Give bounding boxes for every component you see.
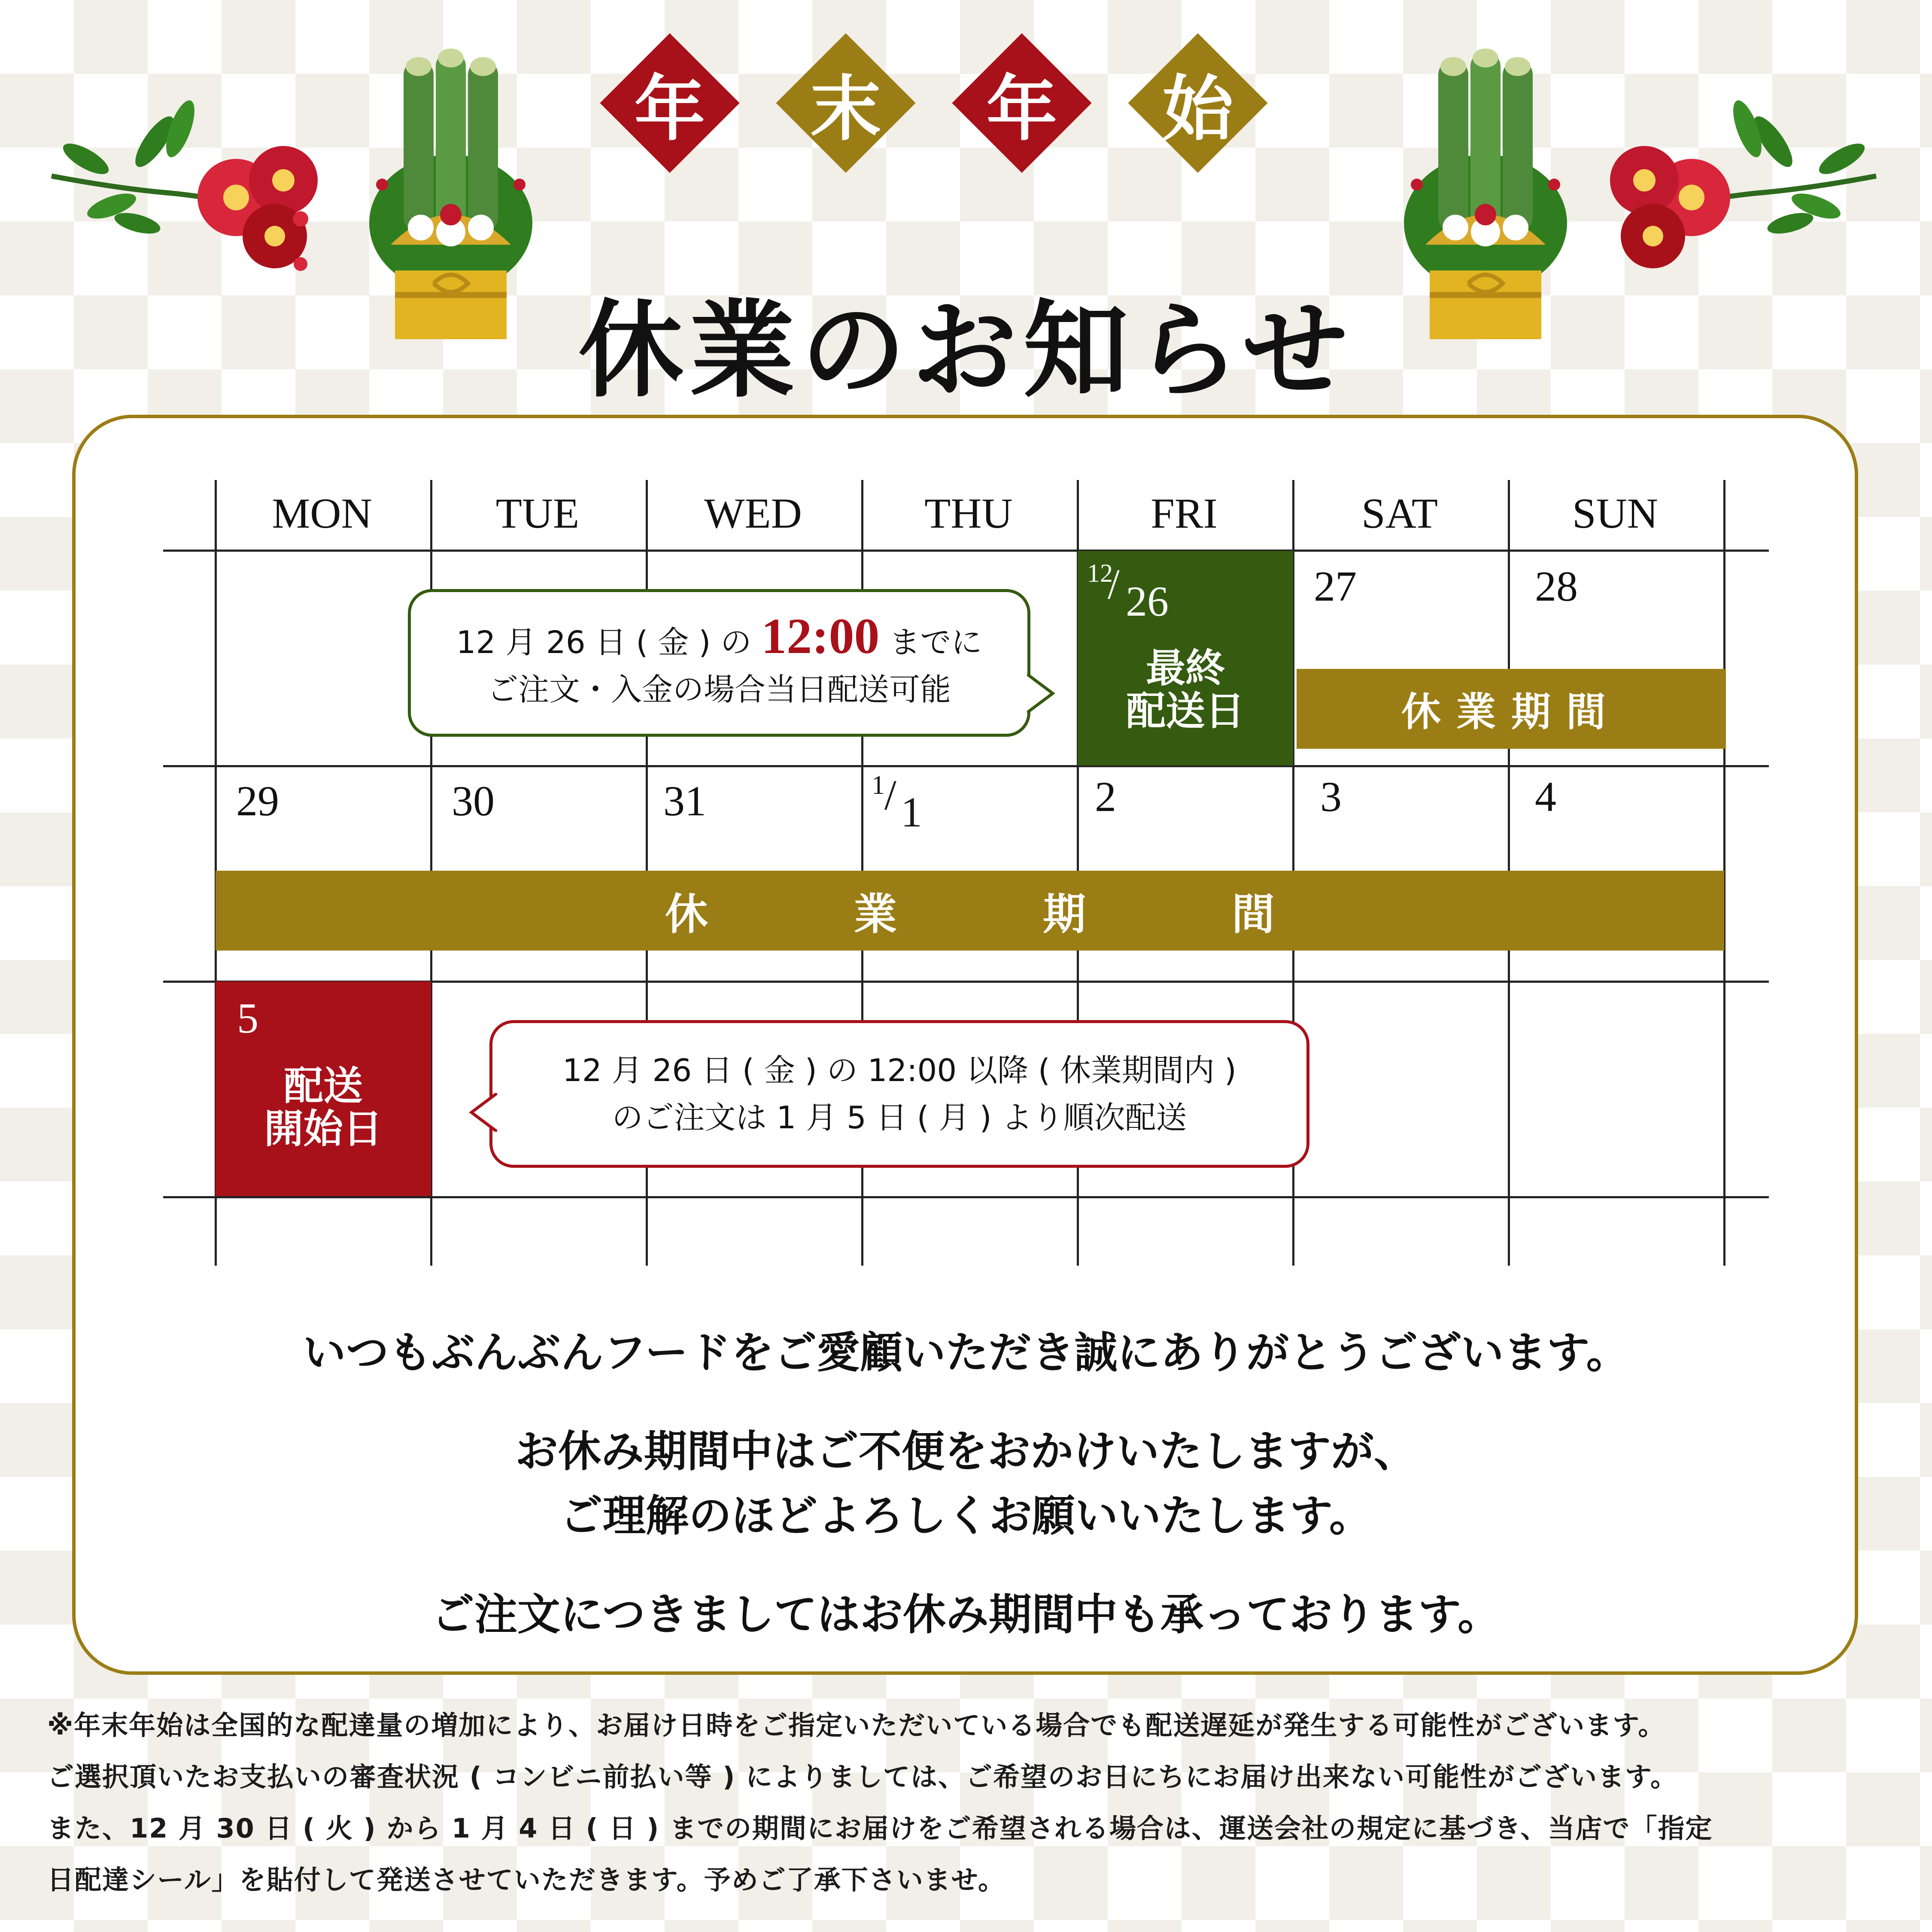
title-char-2: 末 [810,67,881,150]
shipping-start-label-2: 開始日 [264,1106,383,1152]
day-3: 3 [1320,773,1342,820]
shipping-start-cell [216,981,431,1196]
plum-blossom-icon [1610,90,1893,292]
day-31: 31 [663,777,706,825]
deadline-time: 12:00 [761,608,880,664]
day-29: 29 [236,777,279,825]
day-header-fri: FRI [1151,489,1218,537]
date-month-jan: 1 [872,771,885,800]
orders-message: ご注文につきましてはお休み期間中も承っております。 [431,1589,1501,1640]
apology-line-2: ご理解のほどよろしくお願いいたします。 [560,1491,1372,1541]
title-diamond-1 [601,34,738,172]
title-diamond-4 [1129,34,1267,172]
note-line-4: 日配達シール」を貼付して発送させていただきます。予めご了承下さいませ。 [47,1864,1005,1896]
deadline-prefix: 12 月 26 日 ( 金 ) の [456,624,752,660]
day-30: 30 [452,777,495,825]
callout-arrow-icon [1027,674,1061,713]
title-char-1: 年 [634,67,705,150]
last-shipping-day-cell [1078,551,1293,766]
closed-period-band-1: 休業期間 [1297,669,1726,749]
callout-arrow-icon [463,1093,497,1132]
thanks-message: いつもぶんぶんフードをご愛顧いただき誠にありがとうございます。 [303,1327,1629,1378]
title-char-3: 年 [986,67,1057,150]
after-deadline-line-1: 12 月 26 日 ( 金 ) の 12:00 以降 ( 休業期間内 ) [562,1052,1236,1088]
plum-blossom-icon [34,90,318,292]
day-28: 28 [1535,562,1578,610]
day-header-thu: THU [924,489,1013,537]
deadline-callout-line-2: ご注文・入金の場合当日配送可能 [487,671,951,708]
date-slash-jan: / [884,771,896,819]
date-day: 26 [1126,577,1169,625]
deadline-callout [408,589,1030,737]
deadline-suffix: までに [889,624,982,660]
after-deadline-callout [489,1020,1309,1168]
day-2: 2 [1095,773,1116,820]
note-line-3: また、12 月 30 日 ( 火 ) から 1 月 4 日 ( 日 ) までの期間にお届けをご希望される場合は、運送会社の規定に基づき、当店で「指定 [47,1813,1713,1844]
title-char-4: 始 [1162,67,1233,150]
after-deadline-line-2: のご注文は 1 月 5 日 ( 月 ) より順次配送 [612,1100,1187,1136]
shipping-start-label-1: 配送 [283,1063,363,1109]
title-diamond-3 [953,34,1091,172]
day-4: 4 [1535,773,1556,820]
title-diamond-2 [777,34,914,172]
note-line-1: ※年末年始は全国的な配達量の増加により、お届け日時をご指定いただいている場合でも配送遅延が発生する可能性がございます。 [47,1710,1666,1741]
day-header-mon: MON [272,489,372,537]
day-header-sat: SAT [1361,489,1438,537]
last-shipping-label-1: 最終 [1145,645,1225,691]
day-27: 27 [1314,562,1357,610]
date-slash: / [1108,560,1120,608]
date-day-jan: 1 [901,788,922,836]
day-header-tue: TUE [495,489,580,537]
page-title: 休業のお知らせ [578,289,1354,412]
day-header-wed: WED [704,489,802,537]
day-5: 5 [237,994,258,1042]
apology-line-1: お休み期間中はご不便をおかけいたしますが、 [515,1426,1417,1476]
date-month: 12 [1087,559,1113,587]
note-line-2: ご選択頂いたお支払いの審査状況 ( コンビニ前払い等 ) によりましては、ご希望のお日にちにお届け出来ない可能性がございます。 [47,1761,1678,1792]
deadline-callout-line-1 [456,608,982,666]
closed-period-band-2: 休業期間 [216,871,1724,951]
day-header-sun: SUN [1572,489,1659,537]
last-shipping-label-2: 配送日 [1126,688,1245,734]
